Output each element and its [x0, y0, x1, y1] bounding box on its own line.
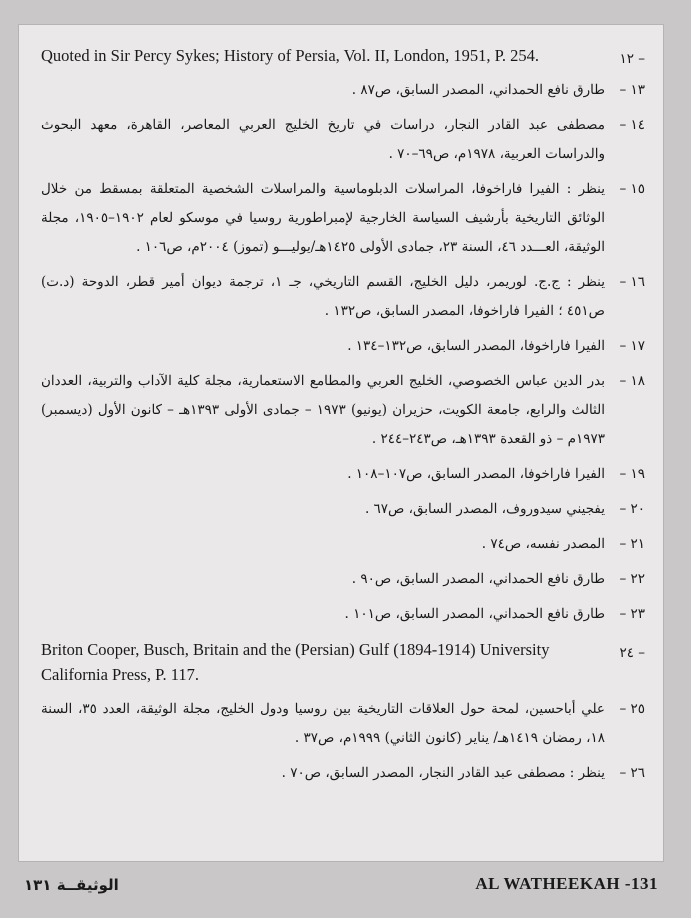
footnote-16: [41, 268, 645, 326]
footnote-number: ١٤ –: [619, 117, 645, 133]
footnote-text: ينظر : مصطفى عبد القادر النجار، المصدر السابق، ص٧٠ .: [281, 765, 605, 781]
page-footer: [18, 872, 664, 902]
footnote-12: [41, 43, 645, 68]
footnote-21: [41, 530, 645, 559]
footnote-text: يفجيني سيدوروف، المصدر السابق، ص٦٧ .: [364, 501, 605, 517]
footnote-text: ينظر : ج.ج. لوريمر، دليل الخليج، القسم التاريخي، جـ ١، ترجمة ديوان أمير قطر، الدوحة (د.ت) ص٤٥١ ؛ الفيرا فاراخوفا، المصدر السابق، ص١٣٢ .: [41, 274, 605, 319]
footnote-text: بدر الدين عباس الخصوصي، الخليج العربي والمطامع الاستعمارية، مجلة كلية الآداب والتربية، العددان الثالث والرابع، جامعة الكويت، حزيران (يونيو) ١٩٧٣ – جمادى الأولى ١٣٩٣هـ – كانون الأول (ديسمبر) ١٩٧٣م – ذو القعدة ١٣٩٣هـ، ص٢٤٣–٢٤٤ .: [41, 373, 605, 447]
footnote-number: ١٩ –: [619, 466, 645, 482]
footnote-14: [41, 111, 645, 169]
footnote-number: ٢٦ –: [619, 765, 645, 781]
footnote-24: [41, 637, 645, 687]
footnote-text: طارق نافع الحمداني، المصدر السابق، ص١٠١ .: [344, 606, 605, 622]
footnote-26: [41, 759, 645, 788]
footnote-text: مصطفى عبد القادر النجار، دراسات في تاريخ الخليج العربي المعاصر، القاهرة، معهد البحوث والدراسات العربية، ١٩٧٨م، ص٦٩–٧٠ .: [41, 117, 605, 162]
footnote-18: [41, 367, 645, 454]
footer-arabic-title: الوثيقــة ١٣١: [24, 876, 119, 894]
footnote-number: ٢٣ –: [619, 606, 645, 622]
footer-english-title: AL WATHEEKAH -131: [475, 874, 658, 893]
footnote-19: [41, 460, 645, 489]
footnote-13: [41, 76, 645, 105]
footnote-text: ينظر : الفيرا فاراخوفا، المراسلات الدبلوماسية والمراسلات الشخصية المتعلقة بمسقط من خلال الوثائق التاريخية بأرشيف السياسة الخارجية لإمبراطورية روسيا في موسكو لعام ١٩٠٢–١٩٠٥، مجلة الوثيقة، العـــدد ٤٦، السنة ٢٣، جمادى الأولى ١٤٢٥هـ/يوليـــو (تموز) ٢٠٠٤م، ص١٠٦ .: [41, 181, 605, 255]
footnote-text: المصدر نفسه، ص٧٤ .: [481, 536, 605, 552]
footnote-23: [41, 600, 645, 629]
footnote-number: ٢١ –: [619, 536, 645, 552]
footnote-number: ١٥ –: [619, 181, 645, 197]
footnotes-panel: [18, 24, 664, 862]
footnote-text: علي أباحسين، لمحة حول العلاقات التاريخية بين روسيا ودول الخليج، مجلة الوثيقة، العدد ٣٥، السنة ١٨، رمضان ١٤١٩هـ/ يناير (كانون الثاني) ١٩٩٩م، ص٣٧ .: [41, 701, 605, 746]
footnote-number: ٢٥ –: [619, 701, 645, 717]
footnote-text: Quoted in Sir Percy Sykes; History of Persia, Vol. II, London, 1951, P. 254.: [41, 46, 540, 65]
footnote-20: [41, 495, 645, 524]
footnote-number: ١٧ –: [619, 338, 645, 354]
footnote-number: ١٣ –: [619, 82, 645, 98]
footnote-25: [41, 695, 645, 753]
footnote-number: – ١٢: [619, 51, 645, 67]
footnote-number: ١٨ –: [619, 373, 645, 389]
footnote-number: ٢٢ –: [619, 571, 645, 587]
footnote-text: طارق نافع الحمداني، المصدر السابق، ص٨٧ .: [351, 82, 605, 98]
footnote-22: [41, 565, 645, 594]
footnote-text: طارق نافع الحمداني، المصدر السابق، ص٩٠ .: [351, 571, 605, 587]
footnote-text: الفيرا فاراخوفا، المصدر السابق، ص١٣٢–١٣٤ .: [347, 338, 605, 354]
footnote-text: الفيرا فاراخوفا، المصدر السابق، ص١٠٧–١٠٨ .: [347, 466, 605, 482]
footnote-number: ١٦ –: [619, 274, 645, 290]
footnote-15: [41, 175, 645, 262]
footnote-number: – ٢٤: [619, 645, 645, 661]
footnote-number: ٢٠ –: [619, 501, 645, 517]
footnote-text: Briton Cooper, Busch, Britain and the (Persian) Gulf (1894-1914) University California Press, P. 117.: [41, 640, 550, 684]
footnote-17: [41, 332, 645, 361]
